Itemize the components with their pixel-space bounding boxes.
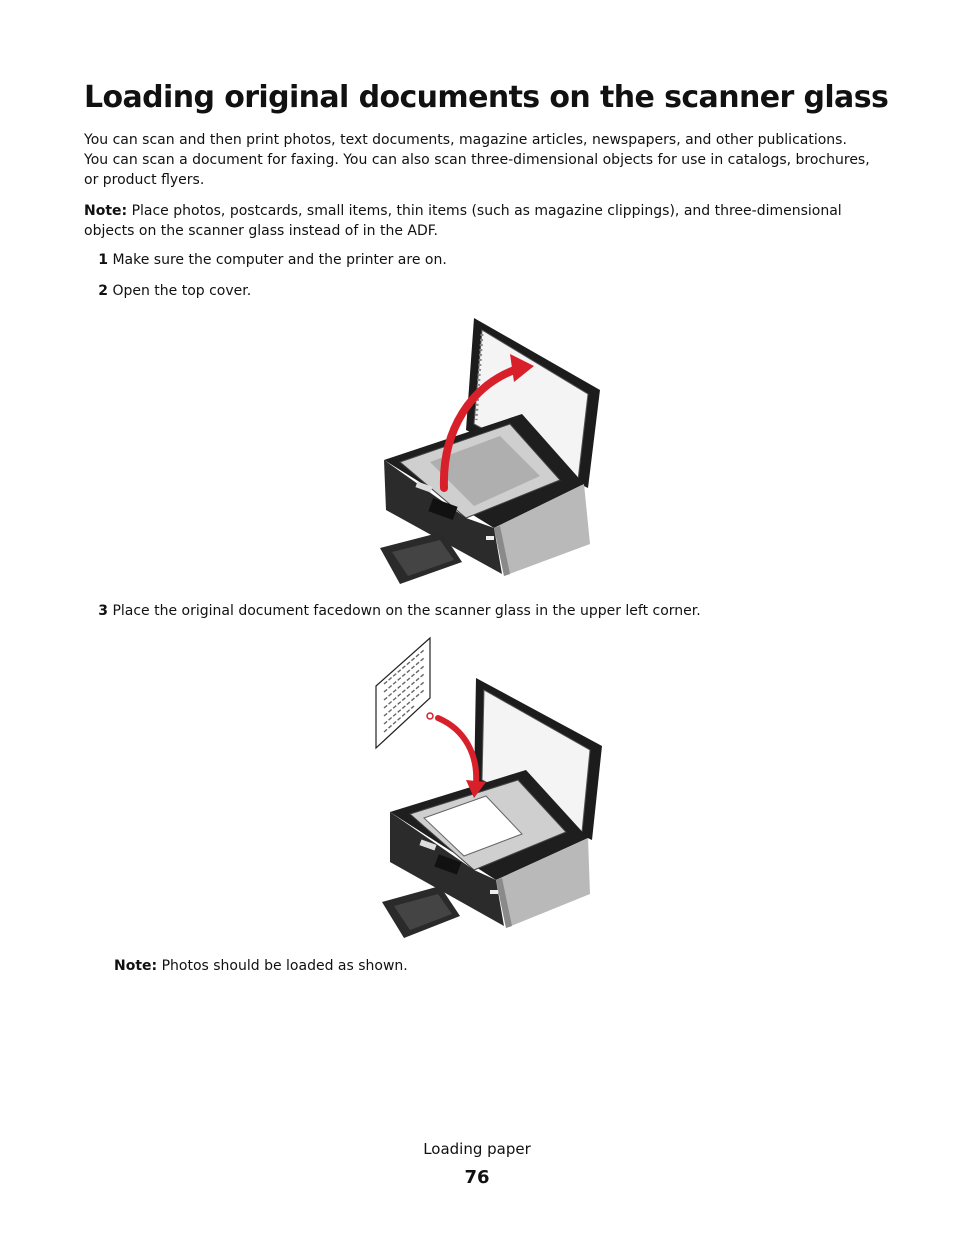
photo-note — [114, 956, 408, 976]
page-title: Loading original documents on the scanner glass — [84, 80, 889, 115]
step-text: Place the original document facedown on the scanner glass in the upper left corner. — [112, 603, 701, 619]
note-paragraph — [84, 201, 874, 241]
document-placement-illustration — [374, 636, 610, 942]
printer-open-cover-illustration — [370, 312, 610, 592]
step-number: 3 — [98, 603, 108, 619]
step-1 — [84, 250, 447, 270]
intro-paragraph: You can scan and then print photos, text documents, magazine articles, newspapers, and other publications. You can scan a document for faxing. You can also scan three-dimensional objects for use in catalogs, brochures, or product flyers. — [84, 132, 870, 188]
step-3 — [84, 601, 701, 621]
step-2 — [84, 281, 251, 301]
step-text: Open the top cover. — [112, 283, 252, 299]
page-number: 76 — [464, 1167, 490, 1188]
note-label: Note: — [84, 203, 128, 219]
note-text: Place photos, postcards, small items, thin items (such as magazine clippings), and three-dimensional objects on the scanner glass instead of in the ADF. — [84, 203, 842, 239]
note-text: Photos should be loaded as shown. — [161, 958, 408, 974]
step-number: 1 — [98, 252, 108, 268]
note-label: Note: — [114, 958, 158, 974]
footer-section-title: Loading paper — [423, 1140, 531, 1158]
step-text: Make sure the computer and the printer are on. — [112, 252, 447, 268]
step-number: 2 — [98, 283, 108, 299]
